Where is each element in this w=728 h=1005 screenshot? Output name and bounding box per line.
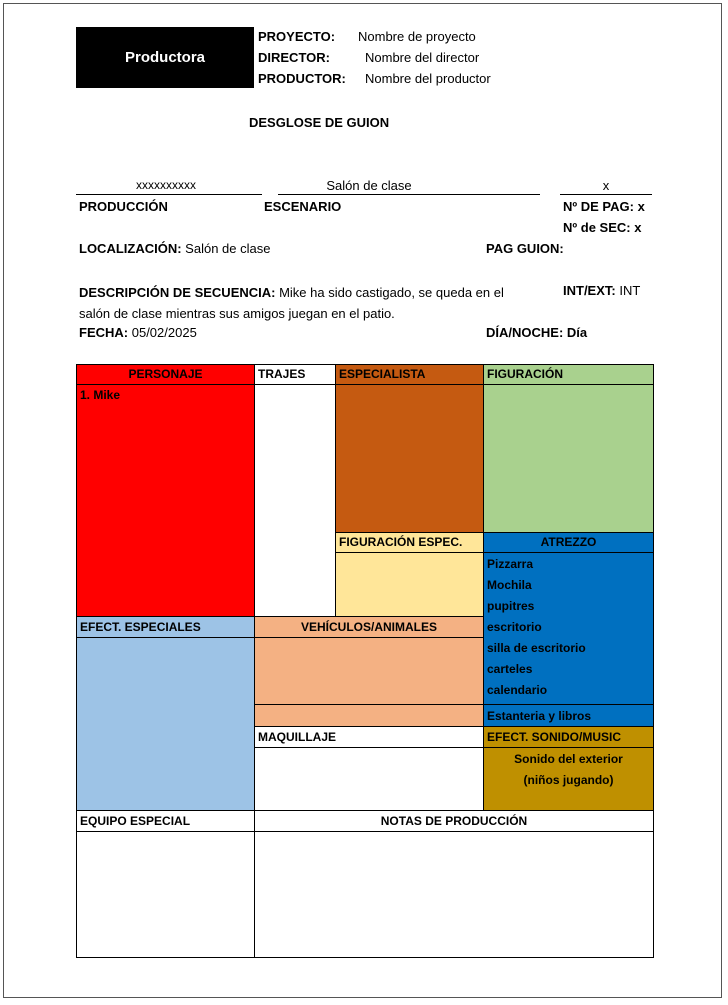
director-label: DIRECTOR:: [258, 50, 330, 65]
notas-produccion-header: NOTAS DE PRODUCCIÓN: [254, 810, 654, 832]
atrezzo-extra-item: Estanteria y libros: [483, 704, 654, 727]
personaje-header: PERSONAJE: [76, 364, 255, 385]
atrezzo-item: carteles: [487, 662, 533, 676]
especialista-header: ESPECIALISTA: [335, 364, 484, 385]
location-field: [79, 240, 270, 257]
atrezzo-item: Pizzarra: [487, 557, 534, 571]
description-text-2: salón de clase mientras sus amigos juegan en el patio.: [79, 306, 395, 321]
producer-value: Nombre del productor: [365, 71, 491, 86]
sequence-number-label: Nº de SEC: x: [563, 220, 642, 235]
scene-value: Salón de clase: [326, 178, 412, 193]
vehiculos-cell: [254, 637, 484, 705]
description-label: DESCRIPCIÓN DE SECUENCIA:: [79, 285, 276, 300]
maquillaje-header: MAQUILLAJE: [254, 726, 484, 748]
sonido-line-1: Sonido del exterior: [514, 752, 623, 766]
production-value: xxxxxxxxxx: [136, 178, 196, 192]
figuracion-cell: [483, 384, 654, 533]
trajes-header: TRAJES: [254, 364, 336, 385]
trajes-cell: [254, 384, 336, 617]
atrezzo-item: Mochila: [487, 578, 532, 592]
document-title: DESGLOSE DE GUION: [249, 115, 390, 130]
page-number-label: Nº DE PAG: x: [563, 199, 645, 214]
page-underline: [560, 194, 652, 195]
atrezzo-header: ATREZZO: [483, 532, 654, 553]
project-label: PROYECTO:: [258, 29, 336, 44]
atrezzo-item: escritorio: [487, 620, 542, 634]
scene-underline: [278, 194, 540, 195]
efectos-sonido-header: EFECT. SONIDO/MUSIC: [483, 726, 654, 748]
atrezzo-list: [487, 554, 586, 701]
int-ext-field: [563, 282, 640, 299]
int-ext-value: INT: [619, 283, 641, 298]
equipo-especial-cell: [76, 831, 255, 958]
date-field: [79, 324, 197, 341]
project-value: Nombre de proyecto: [358, 29, 476, 44]
location-value: Salón de clase: [185, 241, 271, 256]
personaje-cell: [76, 384, 255, 617]
director-value: Nombre del director: [365, 50, 480, 65]
location-label: LOCALIZACIÓN:: [79, 241, 182, 256]
sonido-notes: [484, 749, 653, 791]
day-night-field: [486, 324, 587, 341]
producer-logo: Productora: [76, 27, 254, 88]
maquillaje-cell: [254, 747, 484, 811]
figuracion-espec-header: FIGURACIÓN ESPEC.: [335, 532, 484, 553]
figuracion-header: FIGURACIÓN: [483, 364, 654, 385]
sonido-line-2: (niños jugando): [523, 773, 614, 787]
vehiculos-header: VEHÍCULOS/ANIMALES: [254, 616, 484, 638]
producer-label: PRODUCTOR:: [258, 71, 346, 86]
day-night-label: DÍA/NOCHE:: [486, 325, 564, 340]
equipo-especial-header: EQUIPO ESPECIAL: [76, 810, 255, 832]
int-ext-label: INT/EXT:: [563, 283, 616, 298]
production-underline: [76, 194, 262, 195]
especialista-cell: [335, 384, 484, 533]
date-label: FECHA:: [79, 325, 129, 340]
atrezzo-item: silla de escritorio: [487, 641, 586, 655]
day-night-value: Día: [566, 325, 588, 340]
efectos-sonido-cell: [483, 747, 654, 811]
date-value: 05/02/2025: [131, 325, 197, 340]
atrezzo-item: pupitres: [487, 599, 535, 613]
figuracion-espec-cell: [335, 552, 484, 617]
efectos-especiales-cell: [76, 637, 255, 811]
atrezzo-item: calendario: [487, 683, 548, 697]
description-text-1: Mike ha sido castigado, se queda en el: [279, 285, 504, 300]
atrezzo-cell: [483, 552, 654, 705]
production-label: PRODUCCIÓN: [79, 199, 168, 214]
description-line-1: [79, 284, 504, 301]
personaje-item: 1. Mike: [80, 388, 121, 402]
page-value: x: [602, 178, 610, 193]
notas-produccion-cell: [254, 831, 654, 958]
efectos-especiales-header: EFECT. ESPECIALES: [76, 616, 255, 638]
scene-label: ESCENARIO: [264, 199, 342, 214]
vehiculos-cell-2: [254, 704, 484, 727]
script-page-label: PAG GUION:: [486, 241, 564, 256]
